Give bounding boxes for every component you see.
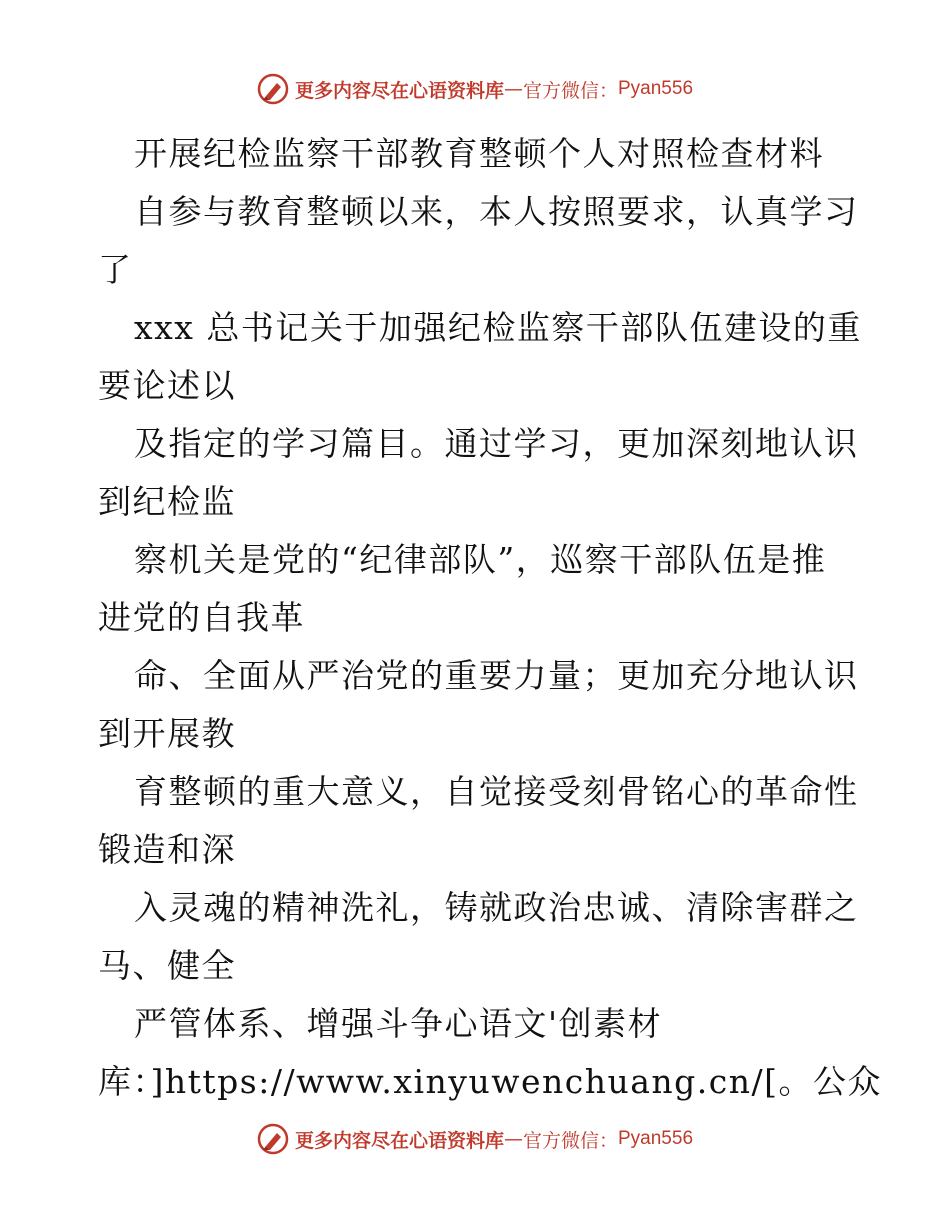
banner-dash: — [503, 1128, 523, 1150]
text-line: 严管体系、增强斗争心语文'创素材 [134, 1004, 663, 1043]
wechat-label: 官方微信： [522, 79, 618, 102]
text-line: 到纪检监 [98, 482, 236, 521]
wechat-id: Pyan556 [618, 1128, 694, 1149]
text-line: 入灵魂的精神洗礼，铸就政治忠诚、清除害群之 [134, 888, 859, 927]
text-line: 要论述以 [98, 366, 236, 405]
text-line: 及指定的学习篇目。通过学习，更加深刻地认识 [134, 424, 859, 463]
text-line: 进党的自我革 [98, 598, 305, 637]
footer-banner [0, 1122, 950, 1156]
header-banner [0, 72, 950, 106]
document-title: 开展纪检监察干部教育整顿个人对照检查材料 [134, 134, 824, 173]
document-body [98, 125, 882, 1111]
text-line: 命、全面从严治党的重要力量；更加充分地认识 [134, 656, 859, 695]
text-line: 到开展教 [98, 714, 236, 753]
text-line: 自参与教育整顿以来，本人按照要求，认真学习 [134, 192, 859, 231]
text-line: 锻造和深 [98, 830, 236, 869]
text-line: 马、健全 [98, 946, 236, 985]
pen-logo-icon [257, 73, 289, 105]
text-line: 育整顿的重大意义，自觉接受刻骨铭心的革命性 [134, 772, 859, 811]
text-line: xxx 总书记关于加强纪检监察干部队伍建设的重 [134, 308, 862, 347]
wechat-id: Pyan556 [618, 78, 694, 99]
text-line: 察机关是党的“纪律部队”，巡察干部队伍是推 [134, 540, 827, 579]
text-line-link: 库：]https://www.xinyuwenchuang.cn/[。公众 [98, 1062, 882, 1101]
pen-logo-icon [257, 1123, 289, 1155]
wechat-label: 官方微信： [522, 1129, 618, 1152]
banner-dash: — [503, 78, 523, 100]
text-line: 了 [98, 250, 133, 289]
promo-text: 更多内容尽在心语资料库 [294, 79, 504, 102]
promo-text: 更多内容尽在心语资料库 [294, 1129, 504, 1152]
